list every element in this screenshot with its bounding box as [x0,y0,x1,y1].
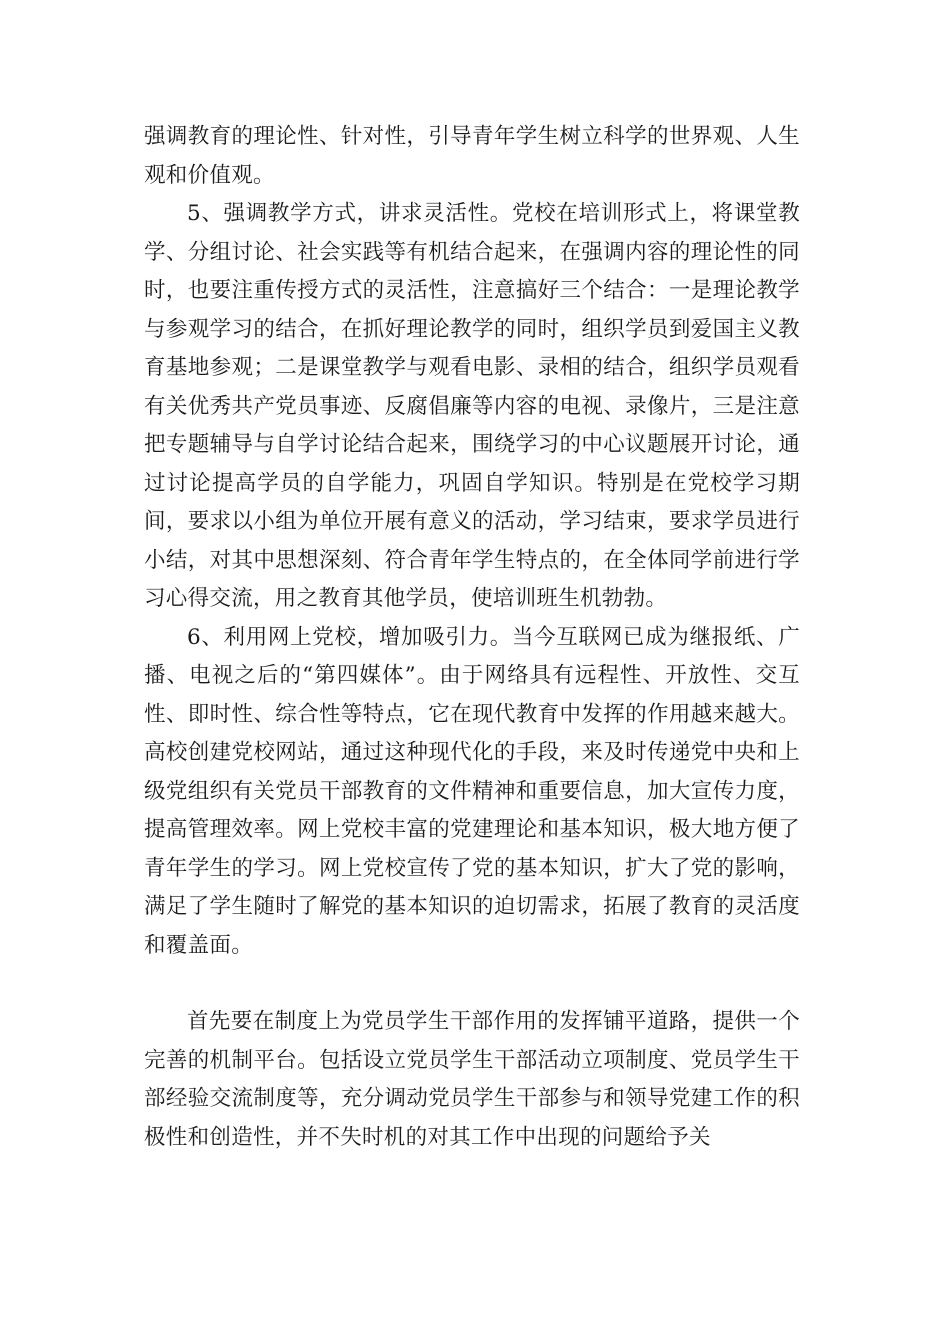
document-body [144,118,800,1157]
paragraph-system-platform: 首先要在制度上为党员学生干部作用的发挥铺平道路，提供一个完善的机制平台。包括设立党员学生干部活动立项制度、党员学生干部经验交流制度等，充分调动党员学生干部参与和领导党建工作的积极性和创造性，并不失时机的对其工作中出现的问题给予关 [144,1009,800,1150]
paragraph-item-5: 5、强调教学方式，讲求灵活性。党校在培训形式上，将课堂教学、分组讨论、社会实践等有机结合起来，在强调内容的理论性的同时，也要注重传授方式的灵活性，注意搞好三个结合：一是理论教学与参观学习的结合，在抓好理论教学的同时，组织学员到爱国主义教育基地参观；二是课堂教学与观看电影、录相的结合，组织学员观看有关优秀共产党员事迹、反腐倡廉等内容的电视、录像片，三是注意把专题辅导与自学讨论结合起来，围绕学习的中心议题展开讨论，通过讨论提高学员的自学能力，巩固自学知识。特别是在党校学习期间，要求以小组为单位开展有意义的活动，学习结束，要求学员进行小结，对其中思想深刻、符合青年学生特点的，在全体同学前进行学习心得交流，用之教育其他学员，使培训班生机勃勃。 [144,201,800,611]
paragraph-continuation: 强调教育的理论性、针对性，引导青年学生树立科学的世界观、人生观和价值观。 [144,124,800,188]
paragraph-spacer [144,965,800,1003]
paragraph-item-6: 6、利用网上党校，增加吸引力。当今互联网已成为继报纸、广播、电视之后的“第四媒体”。由于网络具有远程性、开放性、交互性、即时性、综合性等特点，它在现代教育中发挥的作用越来越大。高校创建党校网站，通过这种现代化的手段，来及时传递党中央和上级党组织有关党员干部教育的文件精神和重要信息，加大宣传力度，提高管理效率。网上党校丰富的党建理论和基本知识，极大地方便了青年学生的学习。网上党校宣传了党的基本知识，扩大了党的影响，满足了学生随时了解党的基本知识的迫切需求，拓展了教育的灵活度和覆盖面。 [144,624,800,958]
